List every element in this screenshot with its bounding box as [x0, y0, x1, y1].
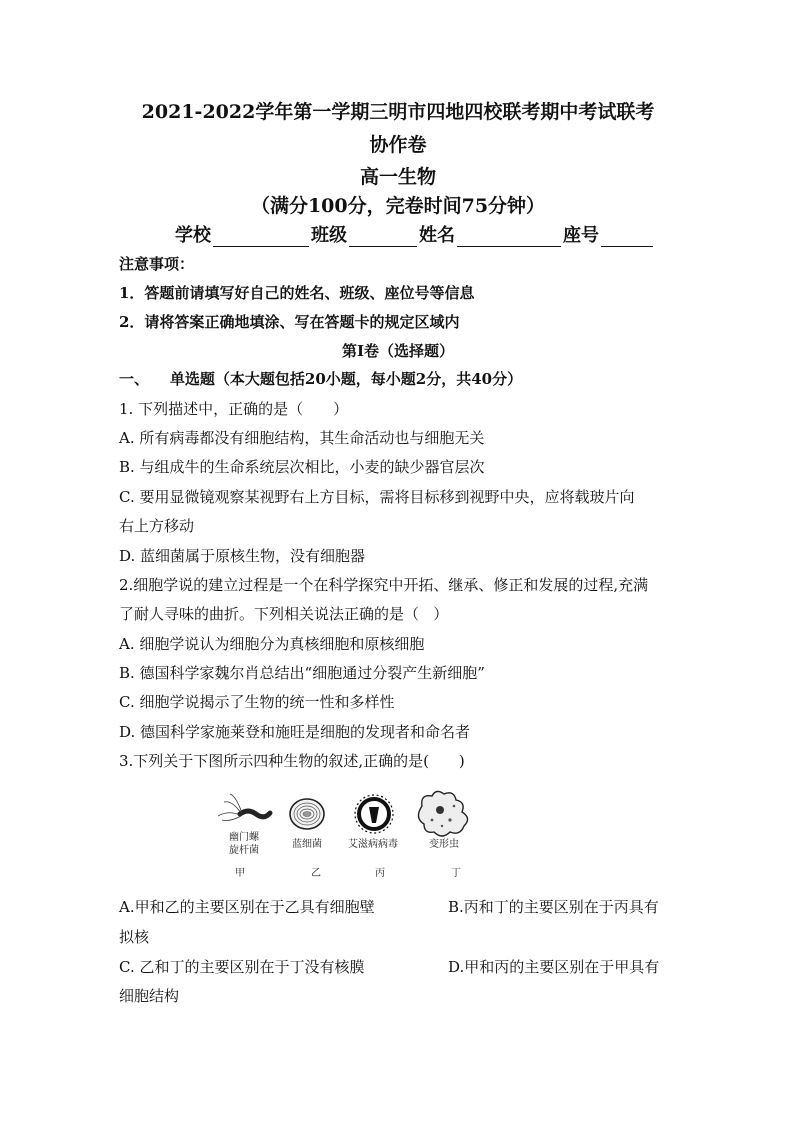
exam-title-line2: 协作卷 [369, 134, 427, 156]
org3-name: 艾滋病病毒 [348, 839, 398, 850]
q3-option-d: D.甲和丙的主要区别在于甲具有 [448, 958, 660, 976]
school-label: 学校 [175, 225, 211, 246]
q2-option-b: B. 德国科学家魏尔肖总结出“细胞通过分裂产生新细胞” [119, 664, 485, 682]
org4-name: 变形虫 [429, 839, 459, 850]
name-label: 姓名 [419, 225, 455, 246]
notes-item-1: 1．答题前请填写好自己的姓名、班级、座位号等信息 [119, 284, 475, 302]
class-blank[interactable] [349, 228, 417, 247]
label-bing: 丙 [375, 868, 385, 879]
q2-stem-cont: 了耐人寻味的曲折。下列相关说法正确的是（ ） [119, 605, 449, 623]
q1-stem: 1. 下列描述中，正确的是（ ） [119, 400, 349, 418]
q3-organism-figure [210, 780, 500, 880]
student-info-row [175, 221, 655, 247]
q1-option-a: A. 所有病毒都没有细胞结构，其生命活动也与细胞无关 [119, 429, 485, 447]
amoeba-illustration [418, 791, 467, 836]
hiv-illustration [355, 795, 393, 833]
q3-option-b-cont: 拟核 [119, 928, 150, 946]
q3-option-c: C. 乙和丁的主要区别在于丁没有核膜 [119, 958, 365, 976]
org1-name-line2: 旋杆菌 [229, 845, 259, 856]
q3-stem: 3.下列关于下图所示四种生物的叙述,正确的是( ) [119, 752, 465, 770]
helicobacter-illustration [218, 794, 270, 821]
part1-heading: 一、 单选题（本大题包括20小题，每小题2分，共40分） [119, 370, 523, 388]
label-yi: 乙 [311, 868, 321, 879]
q1-option-c-cont: 右上方移动 [119, 517, 195, 535]
volume-title: 第Ⅰ卷（选择题） [341, 342, 455, 360]
seat-label: 座号 [563, 225, 599, 246]
q3-option-d-cont: 细胞结构 [119, 987, 180, 1005]
exam-title-line1: 2021-2022学年第一学期三明市四地四校联考期中考试联考 [141, 101, 655, 123]
label-jia: 甲 [235, 868, 245, 879]
cyanobacteria-illustration [290, 799, 324, 829]
class-label: 班级 [311, 225, 347, 246]
school-blank[interactable] [213, 228, 309, 247]
subject-title: 高一生物 [359, 166, 436, 188]
q2-option-c: C. 细胞学说揭示了生物的统一性和多样性 [119, 693, 395, 711]
name-blank[interactable] [457, 228, 561, 247]
q3-option-b: B.丙和丁的主要区别在于丙具有 [448, 898, 659, 916]
q2-option-a: A. 细胞学说认为细胞分为真核细胞和原核细胞 [119, 635, 425, 653]
notes-heading: 注意事项： [119, 255, 195, 273]
q1-option-d: D. 蓝细菌属于原核生物，没有细胞器 [119, 547, 366, 565]
org2-name: 蓝细菌 [292, 839, 322, 850]
q2-stem: 2.细胞学说的建立过程是一个在科学探究中开拓、继承、修正和发展的过程,充满 [119, 576, 649, 594]
q1-option-c: C. 要用显微镜观察某视野右上方目标，需将目标移到视野中央，应将载玻片向 [119, 488, 635, 506]
seat-blank[interactable] [601, 228, 653, 247]
org1-name-line1: 幽门螺 [229, 832, 259, 843]
label-ding: 丁 [451, 868, 461, 879]
notes-item-2: 2．请将答案正确地填涂、写在答题卡的规定区域内 [119, 313, 460, 331]
q1-option-b: B. 与组成牛的生命系统层次相比，小麦的缺少器官层次 [119, 458, 485, 476]
score-time: （满分100分，完卷时间75分钟） [250, 195, 546, 217]
q3-option-a: A.甲和乙的主要区别在于乙具有细胞壁 [119, 898, 375, 916]
q2-option-d: D. 德国科学家施莱登和施旺是细胞的发现者和命名者 [119, 723, 471, 741]
